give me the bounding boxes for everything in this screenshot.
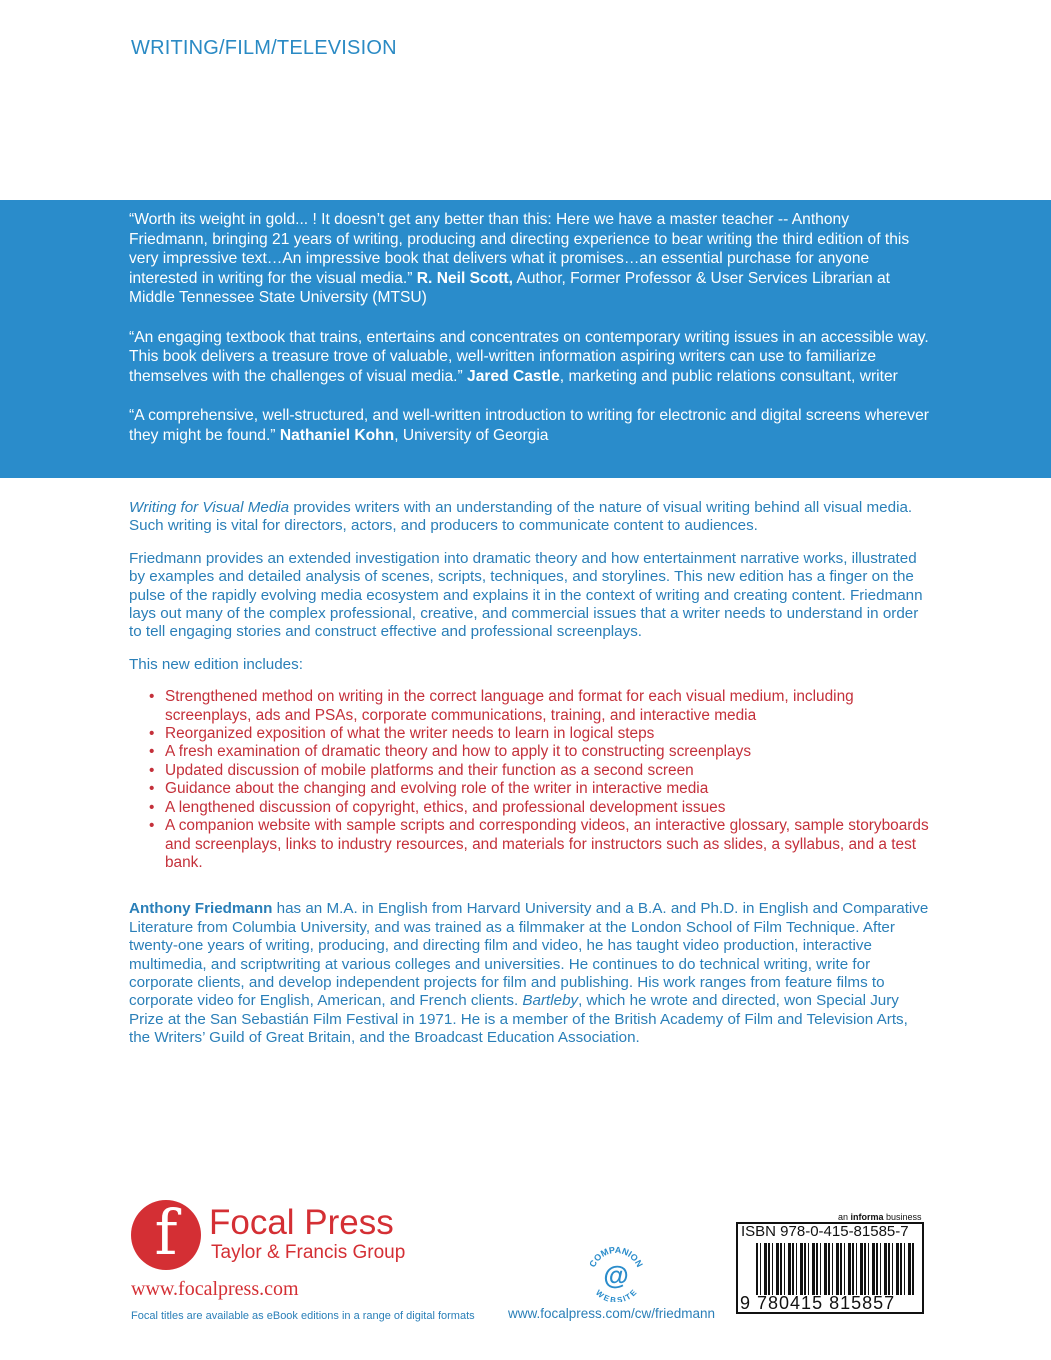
feature-list xyxy=(129,688,929,872)
quote xyxy=(129,328,929,387)
bio-text: has an M.A. in English from Harvard University and a B.A. and Ph.D. in English and Comparative Literature from Columbia University, and was trained as a filmmaker at the London School of Film Technique. After twenty-one years of writing, producing, and directing film and video, he has taught video production, interactive multimedia, and scriptwriting at various colleges and universities. He continues to do technical writing, write for corporate clients, and develop independent projects for film and publishing. His work ranges from feature films to corporate video for English, American, and French clients. xyxy=(129,900,929,1010)
list-item: • A lengthened discussion of copyright, ethics, and professional development issues xyxy=(165,799,929,817)
list-item: • Guidance about the changing and evolving role of the writer in interactive media xyxy=(165,780,929,798)
publisher-url[interactable]: www.focalpress.com xyxy=(131,1278,299,1300)
quote-author: Nathaniel Kohn xyxy=(279,426,395,444)
publisher-name: Focal Press xyxy=(209,1203,394,1242)
quote-text: “Worth its weight in gold... ! It doesn’t get any better than this: Here we have a master teacher -- Anthony Friedmann, bringing 21 years of writing, producing and directing experience to bear writing the third edition of this very impressive text…An impressive book that delivers what it promises…an essential purchase for anyone interested in writing for the visual media.” xyxy=(129,211,910,287)
list-item: • Strengthened method on writing in the correct language and format for each visual medium, including screenplays, ads and PSAs, corporate communications, training, and interactive media xyxy=(165,688,929,725)
informa-label xyxy=(838,1212,922,1222)
quotes xyxy=(129,210,929,465)
p1-text: provides writers with an understanding of the nature of visual writing behind all visual media. Such writing is vital for directors, actors, and producers to communicate content to audiences. xyxy=(129,499,913,535)
quote-affiliation: , marketing and public relations consultant, writer xyxy=(559,367,898,385)
quote-text: “A comprehensive, well-structured, and well-written introduction to writing for electronic and digital screens wherever they might be found.” xyxy=(129,406,929,444)
list-item: • A companion website with sample scripts and corresponding videos, an interactive glossary, sample storyboards and screenplays, links to industry resources, and materials for instructors such as slides, a syllabus, and a test bank. xyxy=(165,817,929,872)
informa-suffix: business xyxy=(883,1212,922,1222)
companion-url[interactable]: www.focalpress.com/cw/friedmann xyxy=(508,1306,716,1321)
author-name: Anthony Friedmann xyxy=(129,900,273,918)
companion-label: COMPANION xyxy=(587,1246,645,1269)
quote xyxy=(129,210,929,308)
description xyxy=(129,499,929,1062)
description-p2: Friedmann provides an extended investigation into dramatic theory and how entertainment narrative works, illustrated by examples and detailed analysis of scenes, scripts, techniques, and storylines. This new edition has a finger on the pulse of the rapidly evolving media ecosystem and explains it in the context of writing and creating content. Friedmann lays out many of the complex professional, creative, and commercial issues that a writer needs to understand in order to tell engaging stories and construct effective and professional screenplays. xyxy=(129,549,923,641)
quote xyxy=(129,406,929,445)
category-label: WRITING/FILM/TELEVISION xyxy=(131,37,397,59)
list-item: • Updated discussion of mobile platforms and their function as a second screen xyxy=(165,762,929,780)
author-bio xyxy=(129,900,929,1047)
website-label: WEBSITE xyxy=(593,1288,639,1302)
ebook-note: Focal titles are available as eBook editions in a range of digital formats xyxy=(131,1310,475,1322)
focal-press-logo-icon: f xyxy=(131,1200,201,1270)
informa-name: informa xyxy=(850,1212,884,1222)
publisher-group: Taylor & Francis Group xyxy=(211,1242,406,1263)
quote-text: “An engaging textbook that trains, entertains and concentrates on contemporary writing issues in an accessible way. This book delivers a treasure trove of valuable, well-written information aspiring writers can use to familiarize themselves with the challenges of visual media.” xyxy=(129,328,929,385)
film-title: Bartleby xyxy=(522,992,579,1010)
barcode-bars xyxy=(756,1243,916,1295)
bio-text: , which he wrote and directed, won Special Jury Prize at the San Sebastián Film Festival in 1971. He is a member of the British Academy of Film and Television Arts, the Writers’ Guild of Great Britain, and the Broadcast Education Association. xyxy=(129,992,908,1047)
includes-label: This new edition includes: xyxy=(129,655,303,673)
isbn-barcode xyxy=(736,1222,924,1314)
informa-prefix: an xyxy=(838,1212,851,1222)
quote-author: R. Neil Scott, xyxy=(416,269,513,287)
quote-author: Jared Castle xyxy=(467,367,560,385)
svg-text:@: @ xyxy=(603,1260,629,1290)
list-item: • A fresh examination of dramatic theory and how to apply it to constructing screenplays xyxy=(165,743,929,761)
quote-affiliation: , University of Georgia xyxy=(394,426,549,444)
book-title: Writing for Visual Media xyxy=(129,499,290,516)
quote-affiliation: Author, Former Professor & User Services Librarian at Middle Tennessee State University (MTSU) xyxy=(129,269,890,307)
isbn-text: ISBN 978-0-415-81585-7 xyxy=(741,1223,909,1240)
barcode-number: 9 780415 815857 xyxy=(740,1293,896,1313)
companion-website-icon xyxy=(585,1246,647,1302)
list-item: • Reorganized exposition of what the writer needs to learn in logical steps xyxy=(165,725,929,743)
description-p1 xyxy=(129,499,929,536)
